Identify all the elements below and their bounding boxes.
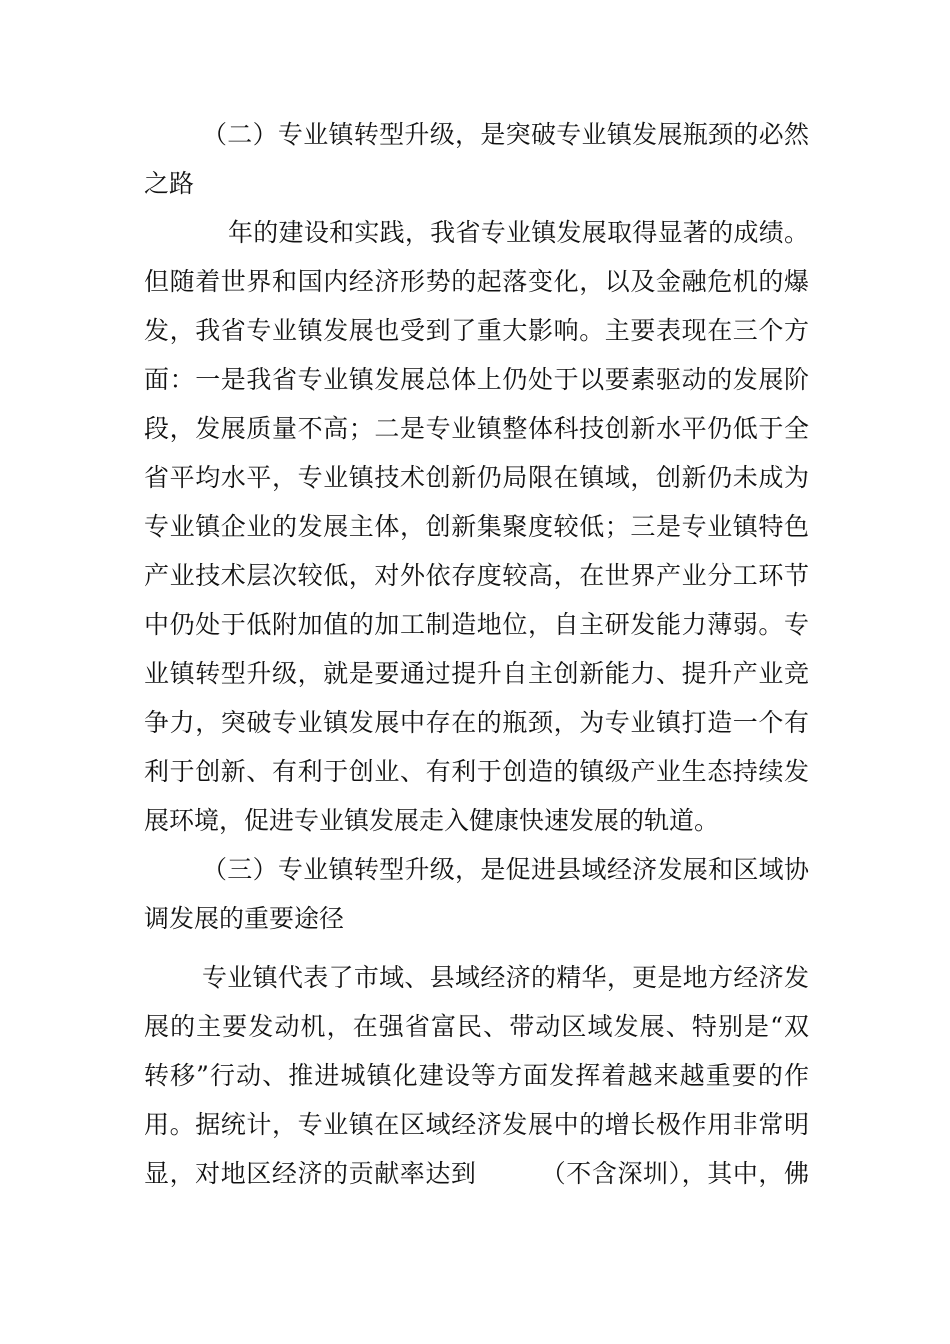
paragraph-line: 但随着世界和国内经济形势的起落变化，以及金融危机的爆 (144, 267, 809, 296)
paragraph-line: 专业镇企业的发展主体，创新集聚度较低；三是专业镇特色 (144, 512, 809, 541)
paragraph-line: 面：一是我省专业镇发展总体上仍处于以要素驱动的发展阶 (144, 365, 809, 394)
paragraph-line: 年的建设和实践，我省专业镇发展取得显著的成绩。 (228, 218, 809, 247)
paragraph-line: 产业技术层次较低，对外依存度较高，在世界产业分工环节 (144, 561, 809, 590)
paragraph-line: 展环境，促进专业镇发展走入健康快速发展的轨道。 (144, 806, 720, 835)
paragraph-line: 用。据统计，专业镇在区域经济发展中的增长极作用非常明 (144, 1110, 809, 1139)
paragraph-line: 发，我省专业镇发展也受到了重大影响。主要表现在三个方 (144, 316, 809, 345)
heading-section-3-line-1: （三）专业镇转型升级，是促进县域经济发展和区域协 (202, 855, 809, 884)
paragraph-line: 中仍处于低附加值的加工制造地位，自主研发能力薄弱。专 (144, 610, 809, 639)
heading-section-2-line-2: 之路 (144, 169, 195, 198)
paragraph-line: 展的主要发动机，在强省富民、带动区域发展、特别是“双 (144, 1012, 809, 1041)
paragraph-line: 段，发展质量不高；二是专业镇整体科技创新水平仍低于全 (144, 414, 809, 443)
paragraph-line: 显，对地区经济的贡献率达到 （不含深圳），其中，佛 (144, 1159, 809, 1188)
paragraph-line: 业镇转型升级，就是要通过提升自主创新能力、提升产业竞 (144, 659, 809, 688)
heading-section-3-line-2: 调发展的重要途径 (144, 904, 345, 933)
paragraph-line: 转移”行动、推进城镇化建设等方面发挥着越来越重要的作 (144, 1061, 809, 1090)
paragraph-line: 省平均水平，专业镇技术创新仍局限在镇域，创新仍未成为 (144, 463, 809, 492)
paragraph-line: 利于创新、有利于创业、有利于创造的镇级产业生态持续发 (144, 757, 809, 786)
paragraph-line: 专业镇代表了市域、县域经济的精华，更是地方经济发 (202, 963, 809, 992)
paragraph-line: 争力，突破专业镇发展中存在的瓶颈，为专业镇打造一个有 (144, 708, 809, 737)
heading-section-2-line-1: （二）专业镇转型升级，是突破专业镇发展瓶颈的必然 (202, 120, 809, 149)
